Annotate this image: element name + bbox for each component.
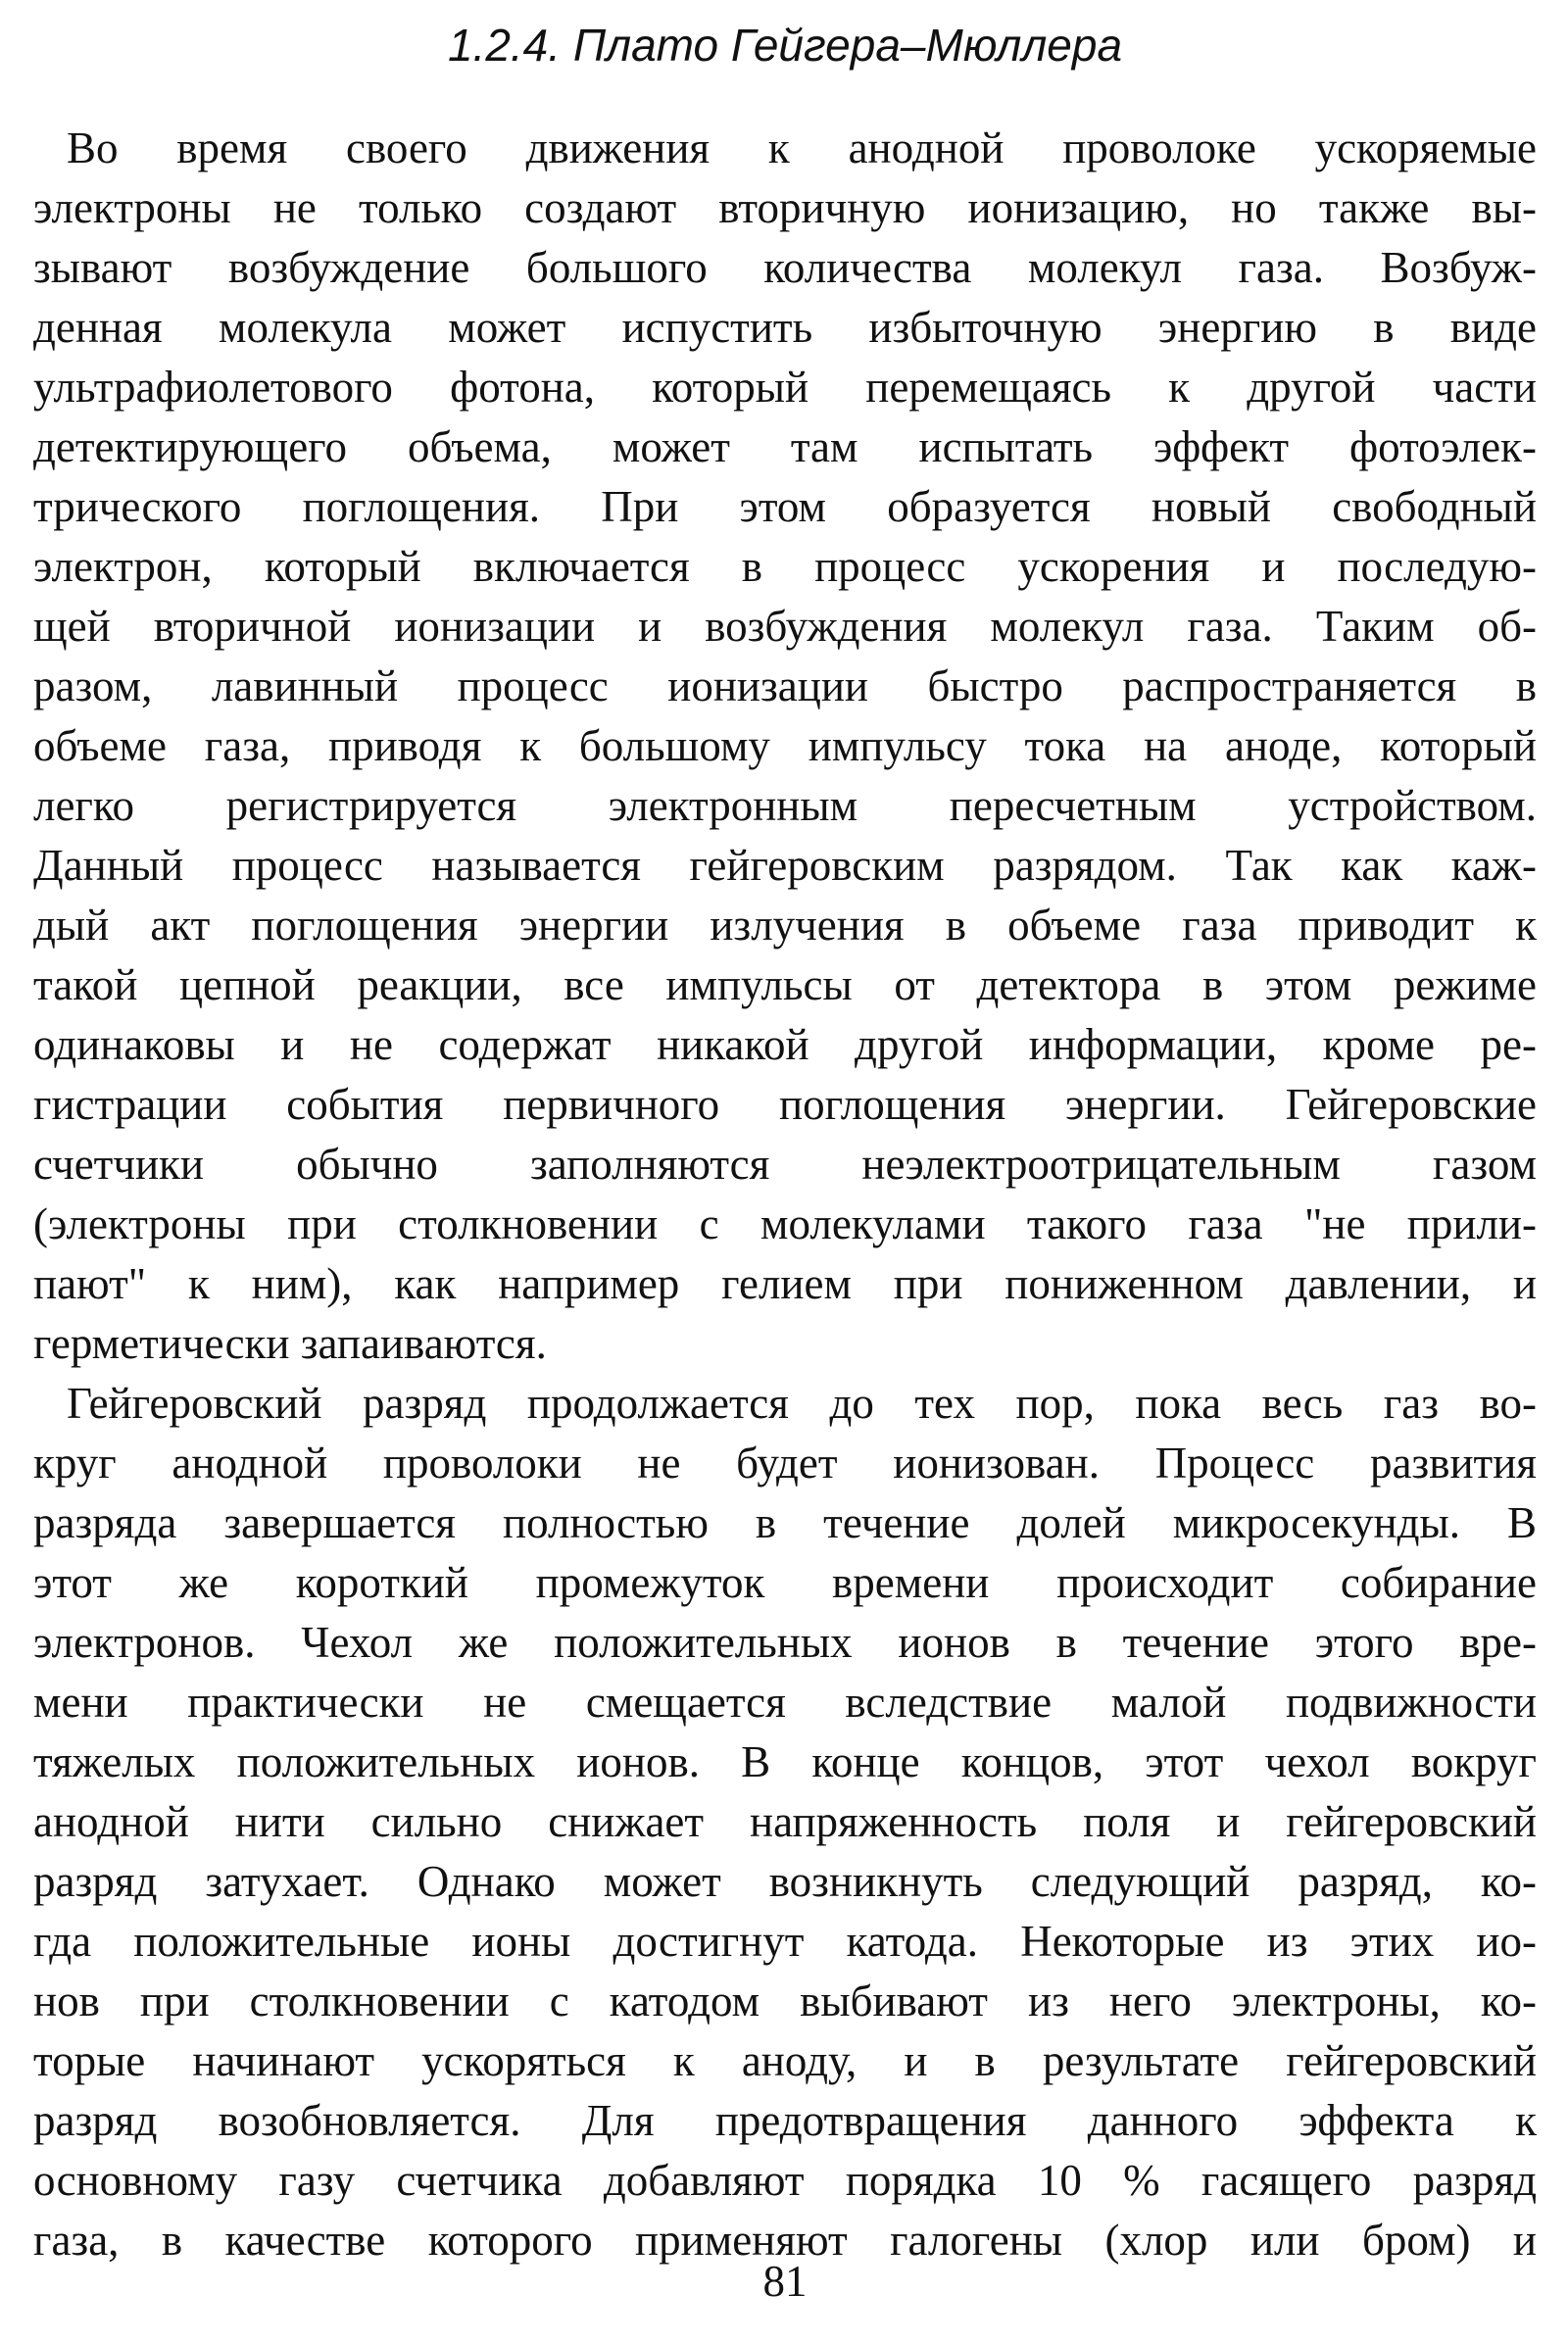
- text-line: такой цепной реакции, все импульсы от детектора в этом режиме: [33, 960, 1537, 1009]
- text-line: ультрафиолетового фотона, который перемещаясь к другой части: [33, 363, 1537, 412]
- text-line: счетчики обычно заполняются неэлектроотрицательным газом: [33, 1140, 1537, 1189]
- text-line: дый акт поглощения энергии излучения в объеме газа приводит к: [33, 901, 1537, 950]
- text-line: тяжелых положительных ионов. В конце концов, этот чехол вокруг: [33, 1737, 1537, 1786]
- text-line: герметически запаиваются.: [33, 1319, 547, 1368]
- text-line: одинаковы и не содержат никакой другой информации, кроме ре-: [33, 1020, 1537, 1069]
- text-line: зывают возбуждение большого количества молекул газа. Возбуж-: [33, 243, 1537, 292]
- text-line: круг анодной проволоки не будет ионизован. Процесс развития: [33, 1439, 1537, 1488]
- text-line: объеме газа, приводя к большому импульсу тока на аноде, который: [33, 721, 1537, 770]
- text-line: разряд затухает. Однако может возникнуть следующий разряд, ко-: [33, 1857, 1537, 1906]
- text-line: щей вторичной ионизации и возбуждения молекул газа. Таким об-: [33, 602, 1537, 651]
- text-line: мени практически не смещается вследствие малой подвижности: [33, 1678, 1537, 1727]
- text-line: электроны не только создают вторичную ионизацию, но также вы-: [33, 183, 1537, 232]
- text-line: электронов. Чехол же положительных ионов в течение этого вре-: [33, 1618, 1537, 1667]
- text-line: (электроны при столкновении с молекулами такого газа "не прили-: [33, 1199, 1537, 1248]
- text-line: Данный процесс называется гейгеровским разрядом. Так как каж-: [33, 841, 1537, 890]
- text-line: разряда завершается полностью в течение долей микросекунды. В: [33, 1498, 1537, 1547]
- text-line: Во время своего движения к анодной проволоке ускоряемые: [67, 123, 1537, 172]
- document-page: [33, 0, 1537, 2342]
- text-line: пают" к ним), как например гелием при пониженном давлении, и: [33, 1259, 1537, 1308]
- text-line: гда положительные ионы достигнут катода. Некоторые из этих ио-: [33, 1917, 1537, 1966]
- text-line: газа, в качестве которого применяют галогены (хлор или бром) и: [33, 2216, 1537, 2265]
- section-heading: 1.2.4. Плато Гейгера–Мюллера: [447, 20, 1123, 71]
- text-line: детектирующего объема, может там испытать эффект фотоэлек-: [33, 422, 1537, 471]
- body-text: [33, 119, 1537, 2270]
- text-line: этот же короткий промежуток времени происходит собирание: [33, 1558, 1537, 1607]
- text-line: трического поглощения. При этом образуется новый свободный: [33, 482, 1537, 531]
- text-line: гистрации события первичного поглощения энергии. Гейгеровские: [33, 1080, 1537, 1129]
- text-line: нов при столкновении с катодом выбивают из него электроны, ко-: [33, 1976, 1537, 2025]
- text-line: разряд возобновляется. Для предотвращения данного эффекта к: [33, 2096, 1537, 2145]
- text-line: торые начинают ускоряться к аноду, и в результате гейгеровский: [33, 2036, 1537, 2085]
- text-line: основному газу счетчика добавляют порядка 10 % гасящего разряд: [33, 2156, 1537, 2205]
- text-line: денная молекула может испустить избыточную энергию в виде: [33, 303, 1537, 352]
- text-line: анодной нити сильно снижает напряженность поля и гейгеровский: [33, 1797, 1537, 1846]
- text-line: легко регистрируется электронным пересчетным устройством.: [33, 781, 1537, 830]
- text-line: электрон, который включается в процесс ускорения и последую-: [33, 542, 1537, 591]
- page-number: 81: [762, 2257, 808, 2306]
- text-line: разом, лавинный процесс ионизации быстро распространяется в: [33, 661, 1537, 710]
- text-line: Гейгеровский разряд продолжается до тех пор, пока весь газ во-: [67, 1379, 1537, 1428]
